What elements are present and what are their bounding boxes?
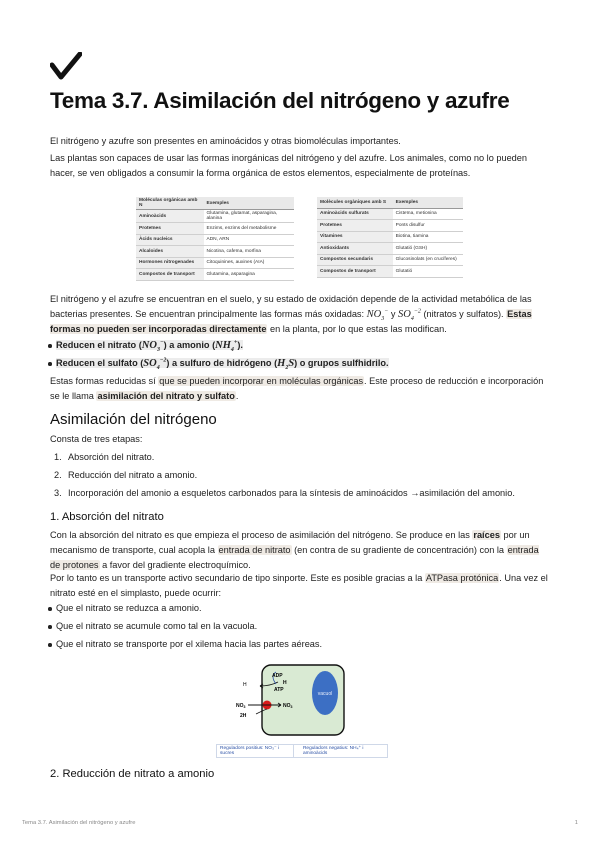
table-header-cell: Exemples: [393, 197, 463, 208]
table-cell: Hormones nitrogenades: [136, 257, 204, 269]
table-cell: Compostos de transport: [136, 269, 204, 281]
section-intro: Consta de tres etapas:: [50, 434, 143, 444]
page-number: 1: [574, 820, 578, 826]
table-row: [317, 254, 463, 266]
protons-label: 2H: [240, 713, 247, 719]
subsection-heading: 2. Reducción de nitrato a amonio: [50, 768, 215, 780]
table-row: [136, 234, 294, 246]
regulators-legend: [216, 744, 388, 758]
table-row: [317, 220, 463, 232]
table-header-cell: Exemples: [204, 197, 294, 210]
list-item: Que el nitrato se acumule como tal en la vacuola.: [56, 619, 257, 634]
footer-title: Tema 3.7. Asimilación del nitrógeno y azufre: [22, 820, 136, 826]
table-header-row: [317, 197, 463, 208]
list-item: Que el nitrato se reduzca a amonio.: [56, 601, 202, 616]
table-cell: Enzims, enzims del metabolisme: [204, 223, 294, 235]
table-row: [136, 223, 294, 235]
table-cell: ADN, ARN: [204, 234, 294, 246]
table-header-cell: Moléculas orgánicas amb N: [136, 197, 204, 210]
table-header-cell: Molècules orgàniques amb S: [317, 197, 393, 208]
table-header-row: [136, 197, 294, 210]
nitrate-outside-label: $NO_3$: [236, 703, 246, 709]
table-cell: Compostos secundaris: [317, 254, 393, 266]
table-row: [136, 257, 294, 269]
highlight-text: entrada de protones: [50, 545, 539, 570]
checkmark-icon: [50, 52, 82, 80]
text-run: (nitratos y sulfatos).: [420, 309, 507, 319]
table-cell: Ponts disulfur: [393, 220, 463, 232]
table-row: [136, 210, 294, 223]
subsection-heading: 1. Absorción del nitrato: [50, 511, 164, 523]
absorption-paragraph: Con la absorción del nitrato es que empieza el proceso de asimilación del nitrógeno. Se produce en las raíces por un mecanismo de transporte, cual acopla la entrada de nitrato (en contra de su gradiente de concentración) con la entrada de protones a favor del gradiente electroquímico.: [50, 530, 539, 570]
table-cell: Glutamina, glutamat, asparagina, alanina: [204, 210, 294, 223]
text-run: y: [388, 309, 398, 319]
table-cell: Glucosinolats (en crucíferes): [393, 254, 463, 266]
intro-paragraph-2: Las plantas son capaces de usar las formas inorgánicas del nitrógeno y del azufre. Los animales, como no lo pueden hacer, se ven obligados a consumir la forma orgánica de estos elementos, especialmente de proteínas.: [50, 153, 528, 178]
table-row: [136, 246, 294, 258]
table-cell: Antioxidants: [317, 243, 393, 255]
highlight-text: que se pueden incorporar en moléculas orgánicas: [159, 376, 364, 386]
page-title: Tema 3.7. Asimilación del nitrógeno y azufre: [50, 88, 510, 113]
table-row: [317, 266, 463, 278]
table-cell: Proteïnes: [136, 223, 204, 235]
highlight-text: raíces: [473, 530, 500, 540]
transport-paragraph: Por lo tanto es un transporte activo secundario de tipo sinporte. Este es posible gracias a la ATPasa protónica. Una vez el nitrato esté en el simplasto, puede ocurrir:: [50, 573, 548, 598]
adp-label: ADP: [272, 673, 283, 679]
negative-regulators: Reguladors negatius: NH₄⁺ i aminoàcids: [302, 746, 364, 756]
table-cell: Biotina, tiamina: [393, 231, 463, 243]
table-cell: Glutatió: [393, 266, 463, 278]
list-item: 2. Reducción del nitrato a amonio.: [54, 470, 198, 480]
list-item: 3. Incorporación del amonio a esqueletos carbonados para la síntesis de aminoácidos →asimilación del amonio.: [54, 488, 515, 498]
h-top-label: H: [283, 680, 287, 686]
section-heading: Asimilación del nitrógeno: [50, 411, 217, 428]
sulfate-formula: $SO_4^{-2}$: [397, 308, 421, 323]
nitrate-inside-label: $NO_3$: [283, 703, 293, 709]
table-row: [317, 243, 463, 255]
intro-paragraph-1: El nitrógeno y azufre son presentes en aminoácidos y otras biomoléculas importantes.: [50, 136, 401, 146]
table-cell: Citoquinines, auxines (AIA): [204, 257, 294, 269]
table-cell: Aminoàcids sulfurats: [317, 208, 393, 220]
table-cell: Compostos de transport: [317, 266, 393, 278]
nitrate-transport-diagram: [226, 660, 356, 740]
text-run: en la planta, por lo que estas las modifican.: [267, 324, 447, 334]
positive-regulators: Reguladors positius: NO₃⁻ i sucres: [220, 746, 279, 756]
table-cell: Glutatió (GSH): [393, 243, 463, 255]
highlight-text: Estas formas no pueden ser incorporadas directamente: [50, 309, 532, 334]
table-cell: Nicotina, cafeïna, morfina: [204, 246, 294, 258]
h-left-label: H: [243, 682, 247, 688]
nitrate-formula: $NO_3^-$: [366, 308, 389, 323]
list-item: Que el nitrato se transporte por el xilema hacia las partes aéreas.: [56, 637, 322, 652]
atp-label: ATP: [274, 687, 284, 693]
list-item: Reducen el nitrato $(NO_3^-)$ a amonio $(NH_4^+)$.: [56, 339, 243, 354]
highlight-text: ATPasa protónica: [425, 573, 499, 583]
table-cell: Aminoàcids: [136, 210, 204, 223]
text-run: El nitrógeno y el azufre se encuentran en el suelo, y su estado de oxidación depende de la actividad metabólica de las bacterias presentes. Se encuentran principalmente las formas más oxidadas:: [50, 294, 532, 319]
list-item: 1. Absorción del nitrato.: [54, 452, 155, 462]
table-cell: Proteïnes: [317, 220, 393, 232]
vacuole-label: vacuol: [317, 691, 333, 697]
sulfur-molecules-table: [317, 197, 463, 278]
table-cell: Cisteïna, metionina: [393, 208, 463, 220]
table-cell: Alcaloides: [136, 246, 204, 258]
table-cell: Vitamines: [317, 231, 393, 243]
table-cell: Glutamina, asparagina: [204, 269, 294, 281]
table-cell: Àcids nucleics: [136, 234, 204, 246]
table-row: [136, 269, 294, 281]
table-row: [317, 208, 463, 220]
reduction-paragraph: Estas formas reducidas sí que se pueden incorporar en moléculas orgánicas. Este proceso de reducción e incorporación se le llama asimilación del nitrato y sulfato.: [50, 376, 544, 401]
nitrogen-molecules-table: [136, 197, 294, 281]
table-row: [317, 231, 463, 243]
highlight-text: asimilación del nitrato y sulfato: [97, 391, 235, 401]
highlight-text: entrada de nitrato: [218, 545, 291, 555]
list-item: Reducen el sulfato $(SO_4^{-2})$ a sulfuro de hidrógeno $(H_2S)$ o grupos sulfhidrilo.: [56, 357, 389, 372]
oxidation-paragraph: [50, 292, 550, 337]
